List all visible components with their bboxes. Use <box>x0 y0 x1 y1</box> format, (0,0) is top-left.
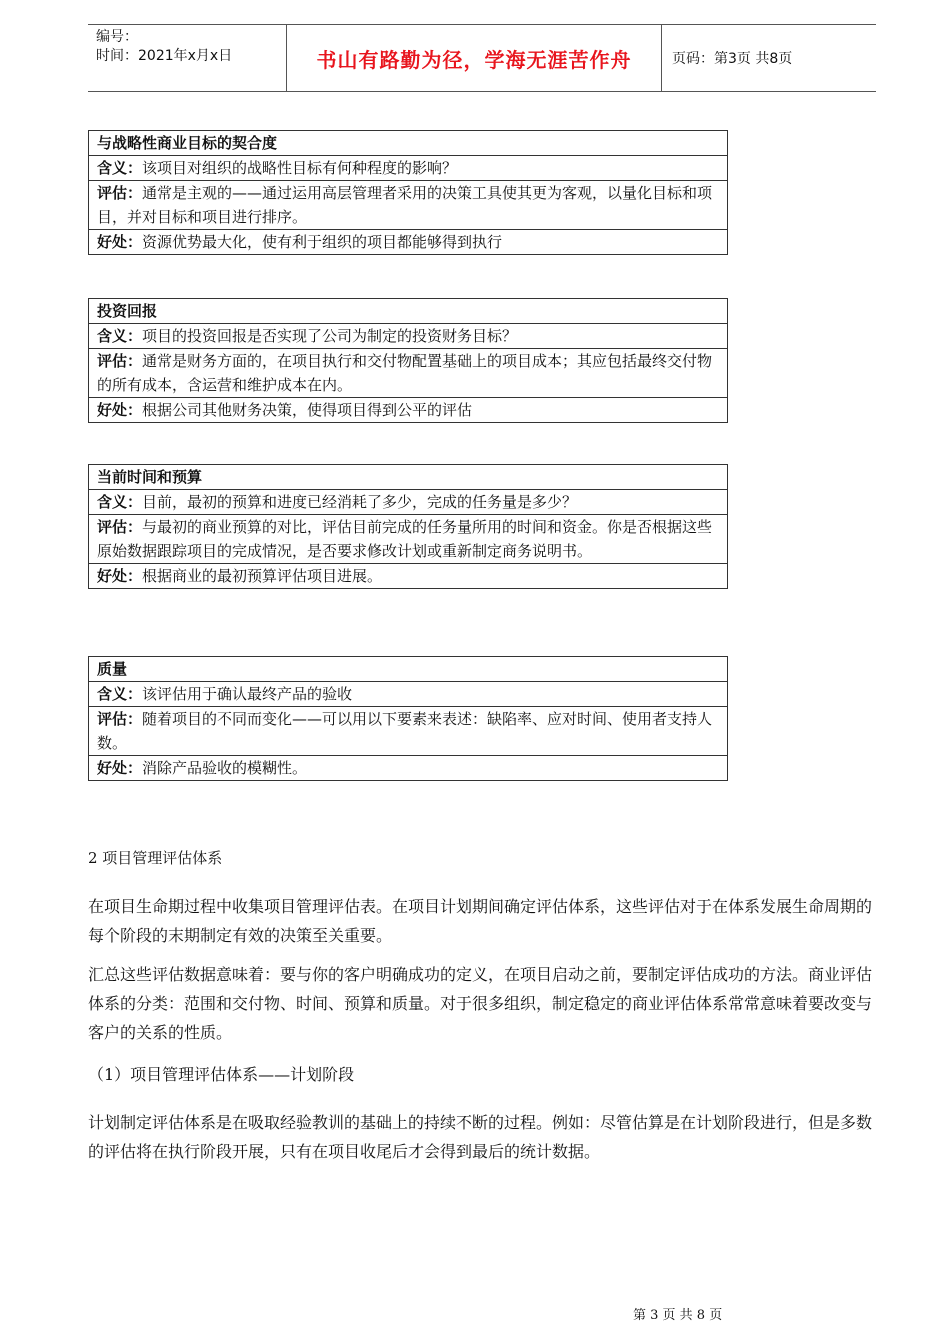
table-row <box>89 514 727 563</box>
row-text: 资源优势最大化，使有利于组织的项目都能够得到执行 <box>142 233 503 251</box>
table-row <box>89 180 727 229</box>
row-label: 评估： <box>97 710 143 728</box>
row-text: 该项目对组织的战略性目标有何种程度的影响？ <box>142 159 458 177</box>
row-text: 该评估用于确认最终产品的验收 <box>142 685 353 703</box>
page-header <box>88 24 876 92</box>
row-label: 评估： <box>97 518 143 536</box>
table-roi <box>88 298 728 423</box>
row-text: 项目的投资回报是否实现了公司为制定的投资财务目标？ <box>142 327 518 345</box>
table-row <box>89 489 727 514</box>
table-title: 质量 <box>97 660 128 678</box>
table-title: 与战略性商业目标的契合度 <box>97 134 278 152</box>
header-left-cell <box>88 25 286 91</box>
table-row <box>89 706 727 755</box>
row-label: 含义： <box>97 327 143 345</box>
row-label: 含义： <box>97 493 143 511</box>
header-page-info: 页码：第3页 共8页 <box>672 51 793 67</box>
document-date: 时间：2021年x月x日 <box>96 48 233 64</box>
row-label: 评估： <box>97 184 143 202</box>
table-row <box>89 755 727 780</box>
row-label: 含义： <box>97 685 143 703</box>
row-text: 与最初的商业预算的对比，评估目前完成的任务量所用的时间和资金。你是否根据这些原始数据跟踪项目的完成情况，是否要求修改计划或重新制定商务说明书。 <box>97 518 713 560</box>
table-quality <box>88 656 728 781</box>
row-label: 好处： <box>97 759 143 777</box>
paragraph-2: 汇总这些评估数据意味着：要与你的客户明确成功的定义，在项目启动之前，要制定评估成功的方法。商业评估体系的分类：范围和交付物、时间、预算和质量。对于很多组织，制定稳定的商业评估体系常常意味着要改变与客户的关系的性质。 <box>88 965 873 1042</box>
row-text: 消除产品验收的模糊性。 <box>142 759 308 777</box>
page-footer: 第 3 页 共 8 页 <box>633 1308 723 1323</box>
table-row <box>89 323 727 348</box>
table-row <box>89 229 727 254</box>
table-title: 当前时间和预算 <box>97 468 203 486</box>
header-motto: 书山有路勤为径，学海无涯苦作舟 <box>286 25 662 91</box>
row-text: 根据公司其他财务决策，使得项目得到公平的评估 <box>142 401 473 419</box>
row-text: 目前，最初的预算和进度已经消耗了多少，完成的任务量是多少？ <box>142 493 578 511</box>
table-time-budget <box>88 464 728 589</box>
document-number-label: 编号： <box>96 29 138 45</box>
row-text: 通常是主观的——通过运用高层管理者采用的决策工具使其更为客观，以量化目标和项目，并对目标和项目进行排序。 <box>97 184 713 226</box>
table-title: 投资回报 <box>97 302 158 320</box>
sub-heading: （1）项目管理评估体系——计划阶段 <box>88 1065 355 1084</box>
table-row <box>89 681 727 706</box>
section-heading: 2 项目管理评估体系 <box>88 849 223 867</box>
row-label: 含义： <box>97 159 143 177</box>
row-text: 根据商业的最初预算评估项目进展。 <box>142 567 383 585</box>
table-row <box>89 397 727 422</box>
paragraph-1: 在项目生命期过程中收集项目管理评估表。在项目计划期间确定评估体系，这些评估对于在体系发展生命周期的每个阶段的末期制定有效的决策至关重要。 <box>88 897 873 945</box>
row-label: 评估： <box>97 352 143 370</box>
table-row <box>89 563 727 588</box>
row-label: 好处： <box>97 401 143 419</box>
row-label: 好处： <box>97 233 143 251</box>
paragraph-3: 计划制定评估体系是在吸取经验教训的基础上的持续不断的过程。例如：尽管估算是在计划阶段进行，但是多数的评估将在执行阶段开展，只有在项目收尾后才会得到最后的统计数据。 <box>88 1113 873 1161</box>
table-row <box>89 348 727 397</box>
row-label: 好处： <box>97 567 143 585</box>
table-row <box>89 155 727 180</box>
row-text: 通常是财务方面的，在项目执行和交付物配置基础上的项目成本；其应包括最终交付物的所有成本，含运营和维护成本在内。 <box>97 352 713 394</box>
table-strategic-fit <box>88 130 728 255</box>
row-text: 随着项目的不同而变化——可以用以下要素来表述：缺陷率、应对时间、使用者支持人数。 <box>97 710 713 752</box>
